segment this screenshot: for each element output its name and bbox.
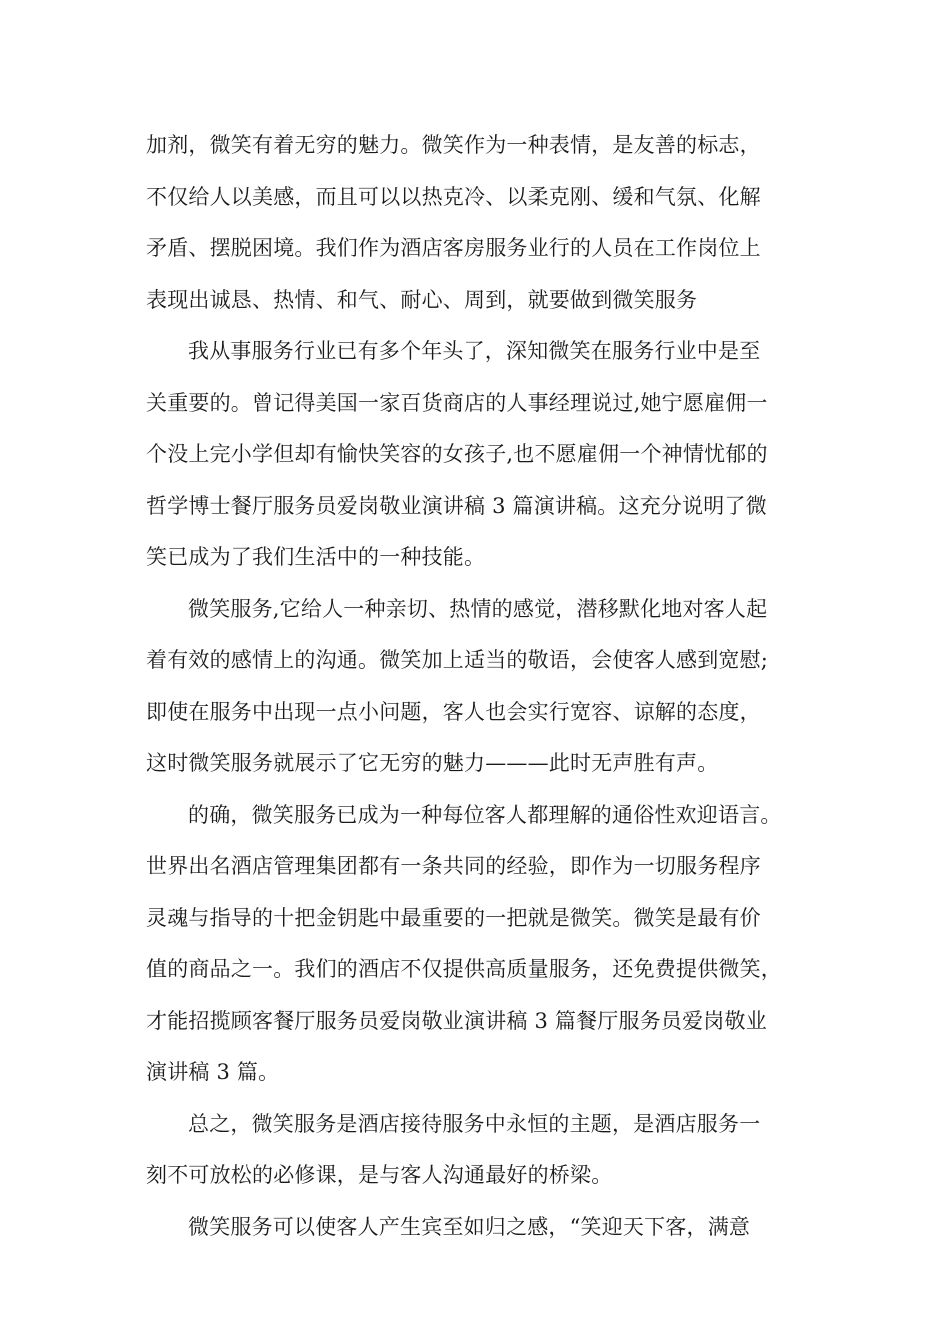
text-line: 笑已成为了我们生活中的一种技能。	[146, 545, 486, 569]
text-line: 个没上完小学但却有愉快笑容的女孩子,也不愿雇佣一个神情忧郁的	[146, 442, 768, 466]
text-line: 加剂，微笑有着无穷的魅力。微笑作为一种表情，是友善的标志，	[146, 133, 761, 157]
document-body	[146, 120, 806, 1253]
paragraph-start-line: 的确，微笑服务已成为一种每位客人都理解的通俗性欢迎语言。	[188, 802, 782, 827]
text-line: 刻不可放松的必修课，是与客人沟通最好的桥梁。	[146, 1163, 613, 1187]
text-line: 才能招揽顾客餐厅服务员爱岗敬业演讲稿 3 篇餐厅服务员爱岗敬业	[146, 1008, 767, 1033]
paragraph-start-line: 我从事服务行业已有多个年头了，深知微笑在服务行业中是至	[188, 339, 761, 363]
text-line: 着有效的感情上的沟通。微笑加上适当的敬语，会使客人感到宽慰;	[146, 648, 769, 672]
text-line: 灵魂与指导的十把金钥匙中最重要的一把就是微笑。微笑是最有价	[146, 905, 761, 930]
text-line: 关重要的。曾记得美国一家百货商店的人事经理说过,她宁愿雇佣一	[146, 390, 768, 415]
text-line: 哲学博士餐厅服务员爱岗敬业演讲稿 3 篇演讲稿。这充分说明了微	[146, 493, 767, 518]
text-line: 演讲稿 3 篇。	[146, 1060, 280, 1084]
text-line: 世界出名酒店管理集团都有一条共同的经验，即作为一切服务程序	[146, 854, 761, 878]
text-line: 即使在服务中出现一点小问题，客人也会实行宽容、谅解的态度，	[146, 699, 761, 724]
paragraph-start-line: 微笑服务,它给人一种亲切、热情的感觉，潜移默化地对客人起	[188, 596, 768, 621]
text-line: 不仅给人以美感，而且可以以热克冷、以柔克刚、缓和气氛、化解	[146, 184, 761, 209]
text-line: 这时微笑服务就展示了它无穷的魅力———此时无声胜有声。	[146, 751, 719, 775]
text-line: 表现出诚恳、热情、和气、耐心、周到，就要做到微笑服务	[146, 287, 698, 312]
paragraph-start-line: 微笑服务可以使客人产生宾至如归之感，“笑迎天下客，满意	[188, 1214, 751, 1239]
text-line: 矛盾、摆脱困境。我们作为酒店客房服务业行的人员在工作岗位上	[146, 236, 761, 260]
text-line: 值的商品之一。我们的酒店不仅提供高质量服务，还免费提供微笑，	[146, 957, 782, 981]
paragraph-start-line: 总之，微笑服务是酒店接待服务中永恒的主题，是酒店服务一	[188, 1111, 761, 1136]
